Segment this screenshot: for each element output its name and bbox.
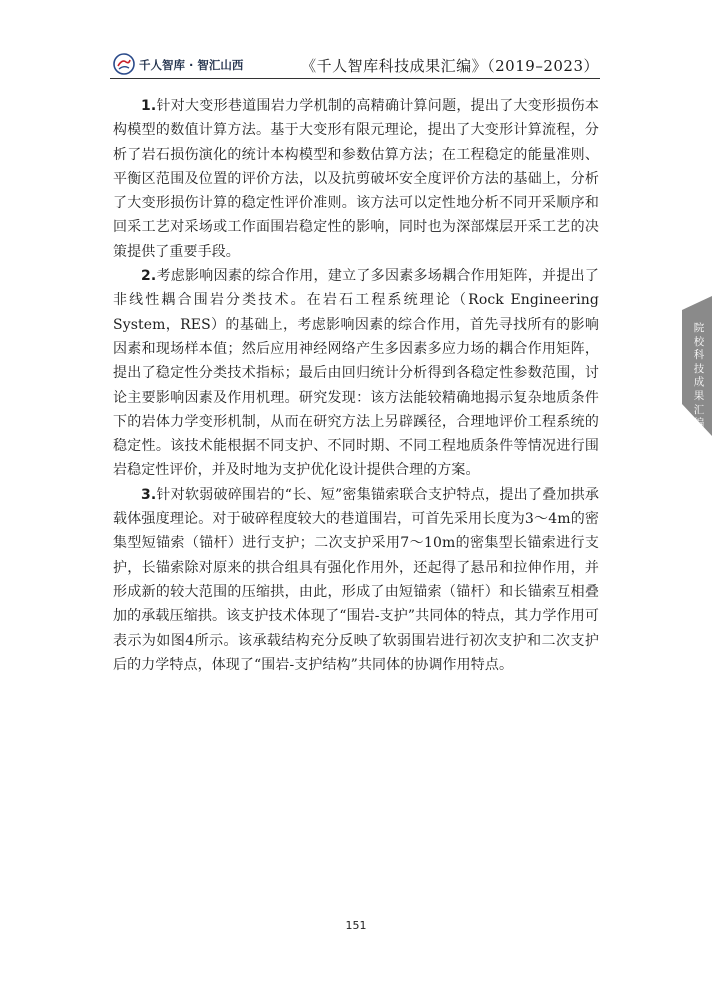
paragraph-text: 考虑影响因素的综合作用，建立了多因素多场耦合作用矩阵，并提出了非线性耦合围岩分类技术。在岩石工程系统理论（Rock Engineering System，RES）的基础上，考虑影响因素的综合作用，首先寻找所有的影响因素和现场样本值；然后应用神经网络产生多因素多应力场的耦合作用矩阵，提出了稳定性分类技术指标；最后由回归统计分析得到各稳定性参数范围，讨论主要影响因素及作用机理。研究发现：该方法能较精确地揭示复杂地质条件下的岩体力学变形机制，从而在研究方法上另辟蹊径，合理地评价工程系统的稳定性。该技术能根据不同支护、不同时期、不同工程地质条件等情况进行围岩稳定性评价，并及时地为支护优化设计提供合理的方案。 (113, 268, 599, 479)
header-divider (110, 78, 600, 79)
brand-name: 千人智库 · 智汇山西 (139, 58, 244, 72)
paragraph-2 (113, 264, 599, 483)
body-text (113, 94, 599, 677)
paragraph-text: 针对大变形巷道围岩力学机制的高精确计算问题，提出了大变形损伤本构模型的数值计算方法。基于大变形有限元理论，提出了大变形计算流程，分析了岩石损伤演化的统计本构模型和参数估算方法；在工程稳定的能量准则、平衡区范围及位置的评价方法，以及抗剪破坏安全度评价方法的基础上，分析了大变形损伤计算的稳定性评价准则。该方法可以定性地分析不同开采顺序和回采工艺对采场或工作面围岩稳定性的影响，同时也为深部煤层开采工艺的决策提供了重要手段。 (113, 98, 599, 260)
side-tab-label: 院校科技成果汇编 (693, 322, 705, 430)
paragraph-text: 针对软弱破碎围岩的“长、短”密集锚索联合支护特点，提出了叠加拱承载体强度理论。对于破碎程度较大的巷道围岩，可首先采用长度为3～4m的密集型短锚索（锚杆）进行支护；二次支护采用7～10m的密集型长锚索进行支护，长锚索除对原来的拱合组具有强化作用外，还起得了悬吊和拉伸作用，并形成新的较大范围的压缩拱，由此，形成了由短锚索（锚杆）和长锚索互相叠加的承载压缩拱。该支护技术体现了“围岩-支护”共同体的特点，其力学作用可表示为如图4所示。该承载结构充分反映了软弱围岩进行初次支护和二次支护后的力学特点，体现了“围岩-支护结构”共同体的协调作用特点。 (113, 486, 599, 673)
paragraph-3 (113, 483, 599, 677)
paragraph-1 (113, 94, 599, 264)
page-header (113, 52, 599, 78)
logo-icon (113, 53, 135, 75)
paragraph-number: 2. (141, 268, 157, 285)
document-title: 《千人智库科技成果汇编》（2019–2023） (301, 57, 599, 75)
paragraph-number: 3. (141, 486, 157, 503)
page-number: 151 (345, 919, 367, 932)
paragraph-number: 1. (141, 98, 157, 114)
